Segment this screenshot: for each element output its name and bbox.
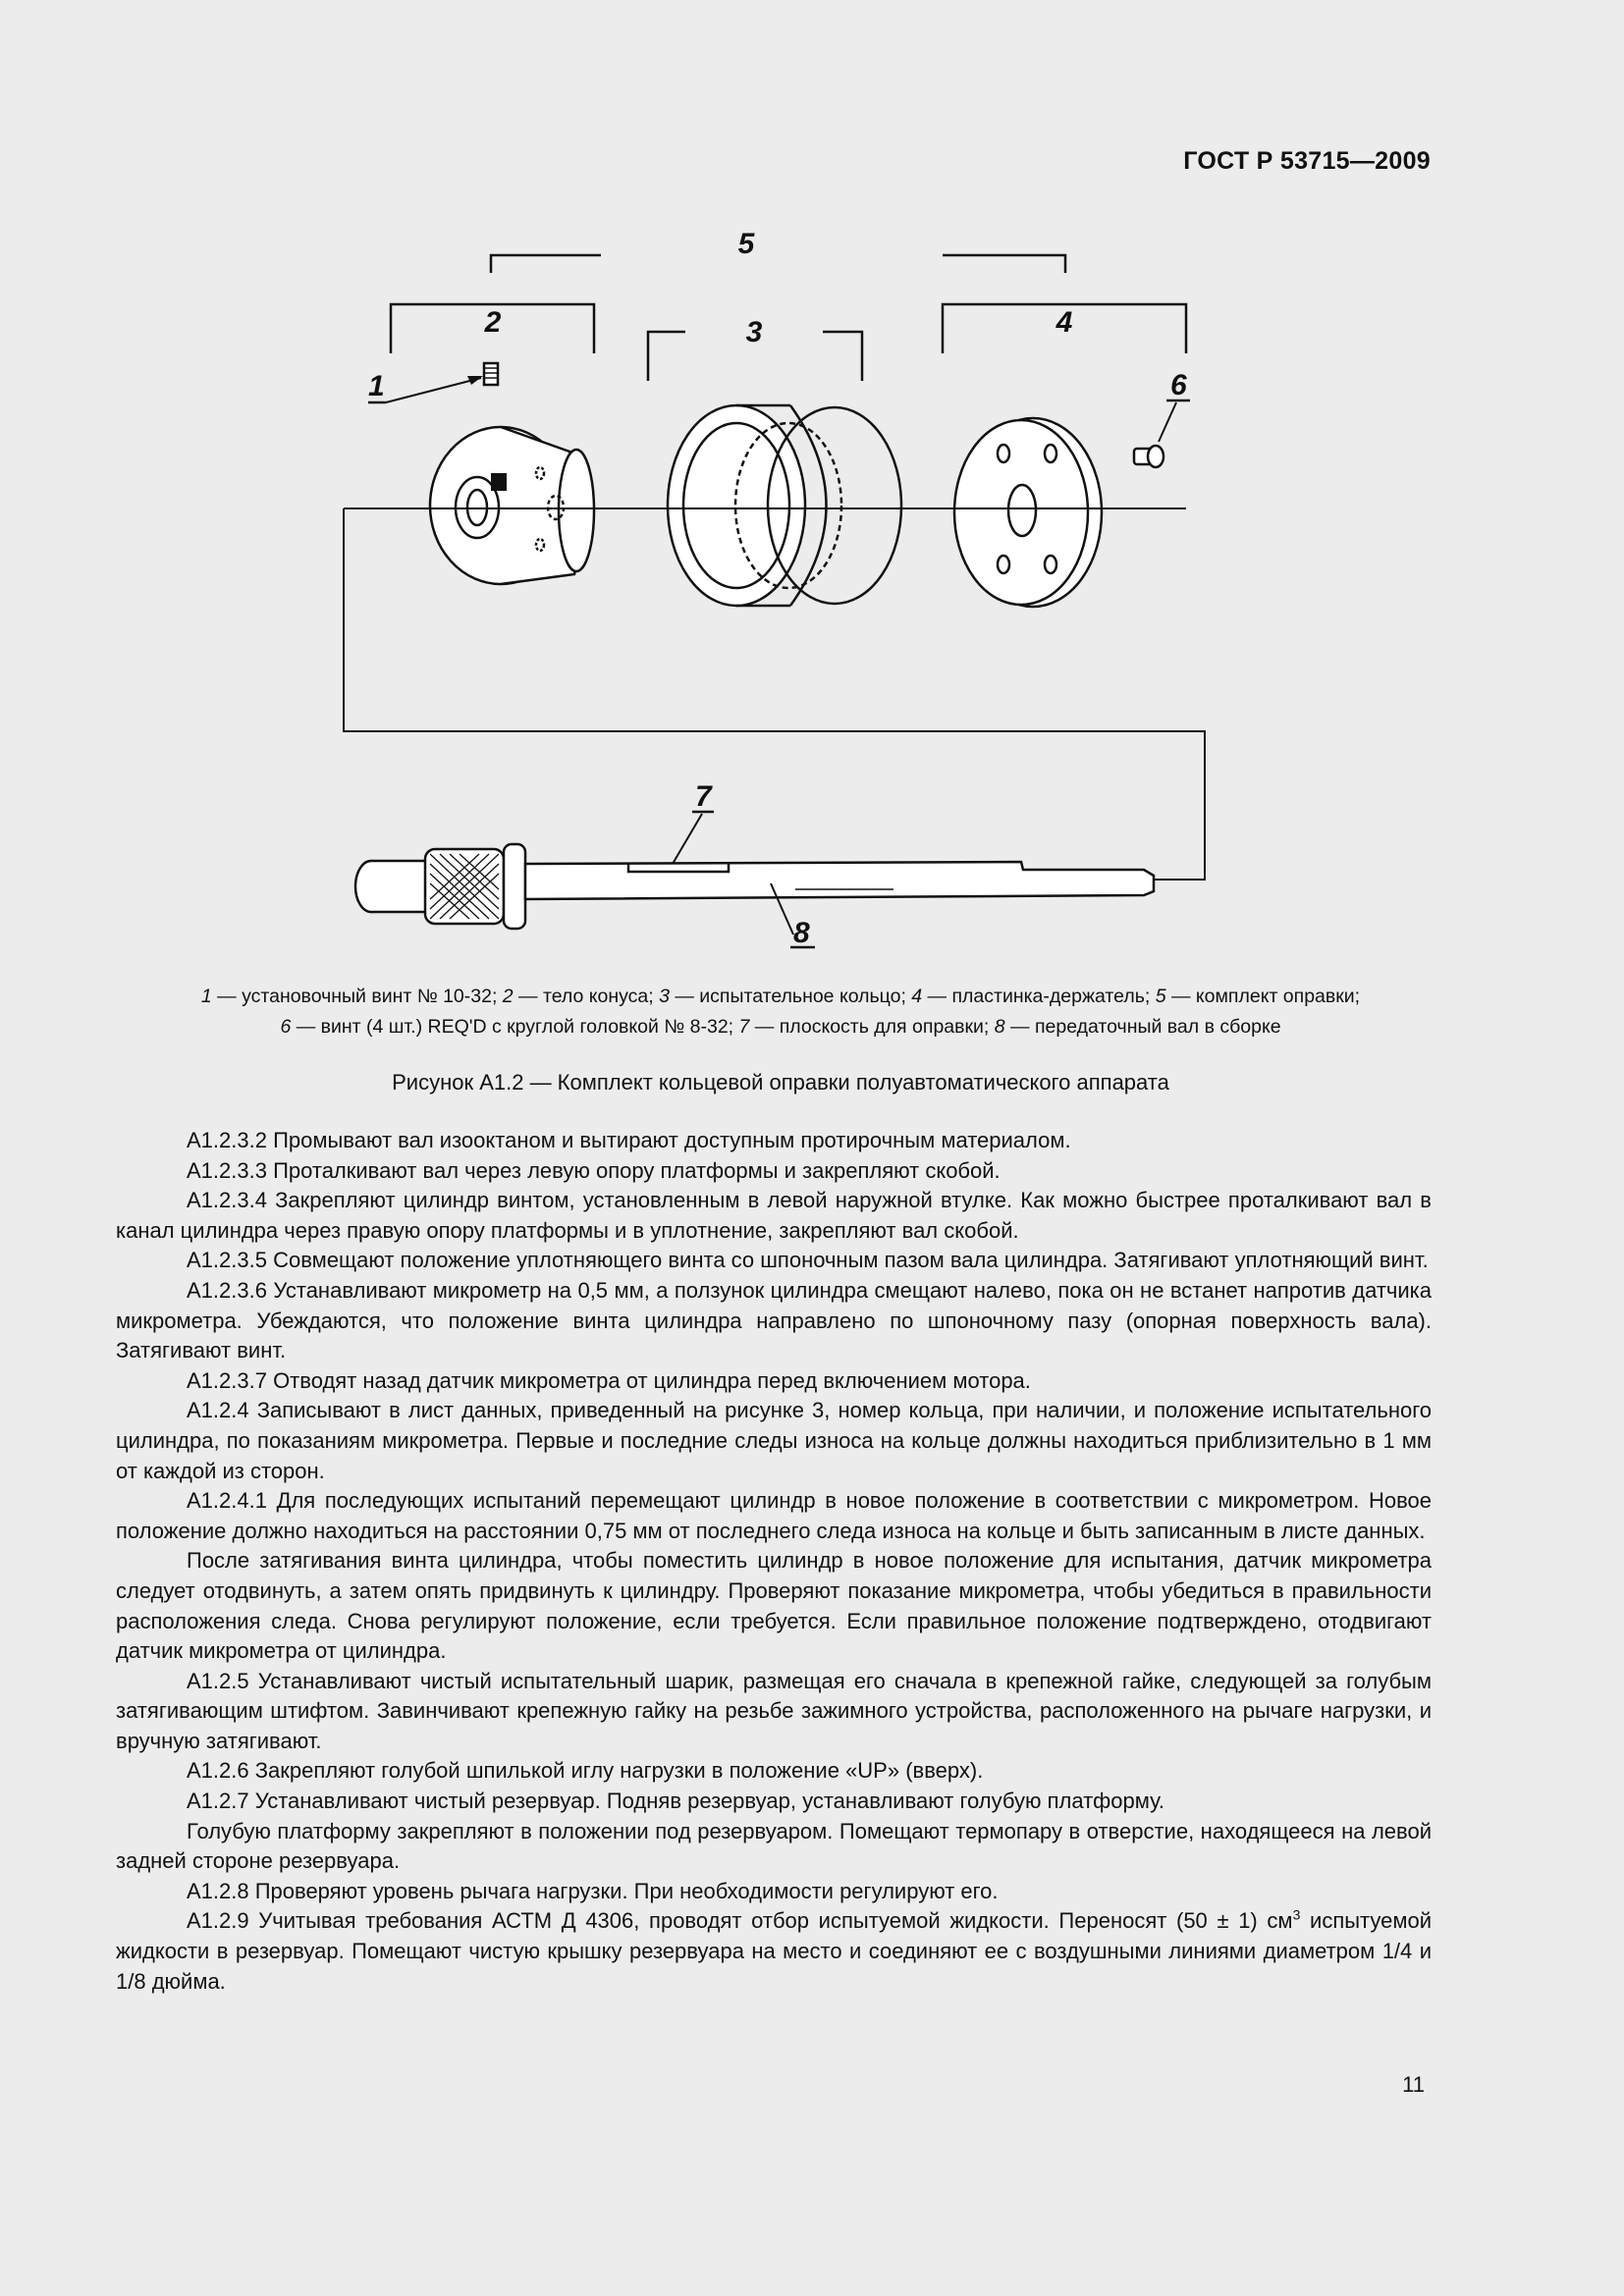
legend-num-6: 6	[280, 1016, 292, 1038]
mandrel-kit-drawing	[324, 216, 1208, 962]
paragraph: А1.2.6 Закрепляют голубой шпилькой иглу нагрузки в положение «UP» (вверх).	[187, 1758, 984, 1784]
superscript-3: 3	[1292, 1907, 1301, 1924]
body-text	[116, 1126, 1432, 1997]
figure-caption: Рисунок А1.2 — Комплект кольцевой оправки полуавтоматического аппарата	[392, 1070, 1169, 1095]
holder-plate	[954, 418, 1102, 607]
label-1: 1	[368, 370, 385, 402]
bracket-5	[491, 255, 601, 273]
paragraph-last	[116, 1906, 1432, 1997]
legend-text-8: — передаточный вал в сборке	[1004, 1016, 1281, 1038]
figure-legend	[147, 982, 1414, 1042]
legend-text-2: — тело конуса;	[513, 986, 660, 1007]
label-4: 4	[1056, 306, 1073, 339]
set-screw	[484, 363, 498, 385]
test-ring	[668, 405, 901, 606]
bracket-3	[648, 332, 685, 381]
legend-num-8: 8	[994, 1016, 1005, 1038]
paragraph: А1.2.3.5 Совмещают положение уплотняющего винта со шпоночным пазом вала цилиндра. Затягивают уплотняющий винт.	[187, 1248, 1429, 1273]
label-3: 3	[745, 316, 763, 348]
legend-text-5: — комплект оправки;	[1165, 986, 1361, 1007]
legend-num-1: 1	[200, 986, 212, 1007]
paragraph: А1.2.4.1 Для последующих испытаний перемещают цилиндр в новое положение в соответствии с микрометром. Новое положение должно находиться на расстоянии 0,75 мм от последнего следа износа на кольце и быть записанным в листе данных.	[116, 1488, 1432, 1543]
label-2: 2	[484, 306, 502, 339]
paragraph: А1.2.7 Устанавливают чистый резервуар. Подняв резервуар, устанавливают голубую платформу.	[187, 1789, 1164, 1814]
standard-header: ГОСТ Р 53715—2009	[1183, 147, 1431, 175]
legend-num-2: 2	[502, 986, 514, 1007]
paragraph-last-end: испытуемой жидкости в резервуар. Помещают чистую крышку резервуара на место и соединяют ее с воздушными линиями диаметром 1/4 и 1/8 дюйма.	[116, 1908, 1433, 1994]
legend-num-4: 4	[911, 986, 923, 1007]
paragraph: А1.2.3.2 Промывают вал изооктаном и вытирают доступным протирочным материалом.	[187, 1128, 1071, 1152]
cone-body	[430, 427, 594, 584]
paragraph: А1.2.5 Устанавливают чистый испытательный шарик, размещая его сначала в крепежной гайке, следующей за голубым затягивающим штифтом. Завинчивают крепежную гайку на резьбе зажимного устройства, расположенного на рычаге нагрузки, и вручную затягивают.	[116, 1668, 1432, 1753]
legend-text-6: — винт (4 шт.) REQ'D с круглой головкой № 8-32;	[291, 1016, 739, 1038]
paragraph: А1.2.3.6 Устанавливают микрометр на 0,5 мм, а ползунок цилиндра смещают налево, пока он не встанет напротив датчика микрометра. Убеждаются, что положение винта цилиндра направлено по шпоночному пазу (опорная поверхность вала). Затягивают винт.	[116, 1277, 1432, 1363]
label-7: 7	[695, 780, 712, 813]
legend-num-3: 3	[659, 986, 670, 1007]
label-8: 8	[793, 917, 810, 949]
paragraph: А1.2.4 Записывают в лист данных, приведенный на рисунке 3, номер кольца, при наличии, и положение испытательного цилиндра, по показаниям микрометра. Первые и последние следы износа на кольце должны находиться приблизительно в 1 мм от каждой из сторон.	[116, 1398, 1432, 1483]
paragraph: А1.2.3.7 Отводят назад датчик микрометра от цилиндра перед включением мотора.	[187, 1367, 1031, 1393]
label-6: 6	[1170, 369, 1187, 401]
shaft-assembly	[355, 844, 1154, 929]
legend-text-4: — пластинка-держатель;	[922, 986, 1156, 1007]
paragraph: А1.2.3.3 Проталкивают вал через левую опору платформы и закрепляют скобой.	[187, 1157, 1001, 1183]
legend-num-5: 5	[1155, 986, 1166, 1007]
label-5: 5	[737, 228, 755, 260]
legend-num-7: 7	[738, 1016, 750, 1038]
legend-text-1: — установочный винт № 10-32;	[211, 986, 503, 1007]
page-number: 11	[1402, 2072, 1425, 2097]
legend-text-7: — плоскость для оправки;	[749, 1016, 995, 1038]
legend-text-3: — испытательное кольцо;	[669, 986, 912, 1007]
paragraph: А1.2.3.4 Закрепляют цилиндр винтом, установленным в левой наружной втулке. Как можно быстрее проталкивают вал в канал цилиндра через правую опору платформы и в уплотнение, закрепляют вал скобой.	[116, 1188, 1432, 1243]
paragraph: После затягивания винта цилиндра, чтобы поместить цилиндр в новое положение для испытания, датчик микрометра следует отодвинуть, а затем опять придвинуть к цилиндру. Проверяют показание микрометра, чтобы убедиться в правильности расположения следа. Снова регулируют положение, если требуется. Если правильное положение подтверждено, отодвигают датчик микрометра от цилиндра.	[116, 1548, 1432, 1664]
paragraph: Голубую платформу закрепляют в положении под резервуаром. Помещают термопару в отверстие, находящееся на левой задней стороне резервуара.	[116, 1818, 1432, 1874]
paragraph: А1.2.8 Проверяют уровень рычага нагрузки. При необходимости регулируют его.	[187, 1878, 999, 1903]
paragraph-last-start: А1.2.9 Учитывая требования АСТМ Д 4306, проводят отбор испытуемой жидкости. Переносят (50 ± 1) см	[187, 1908, 1293, 1934]
